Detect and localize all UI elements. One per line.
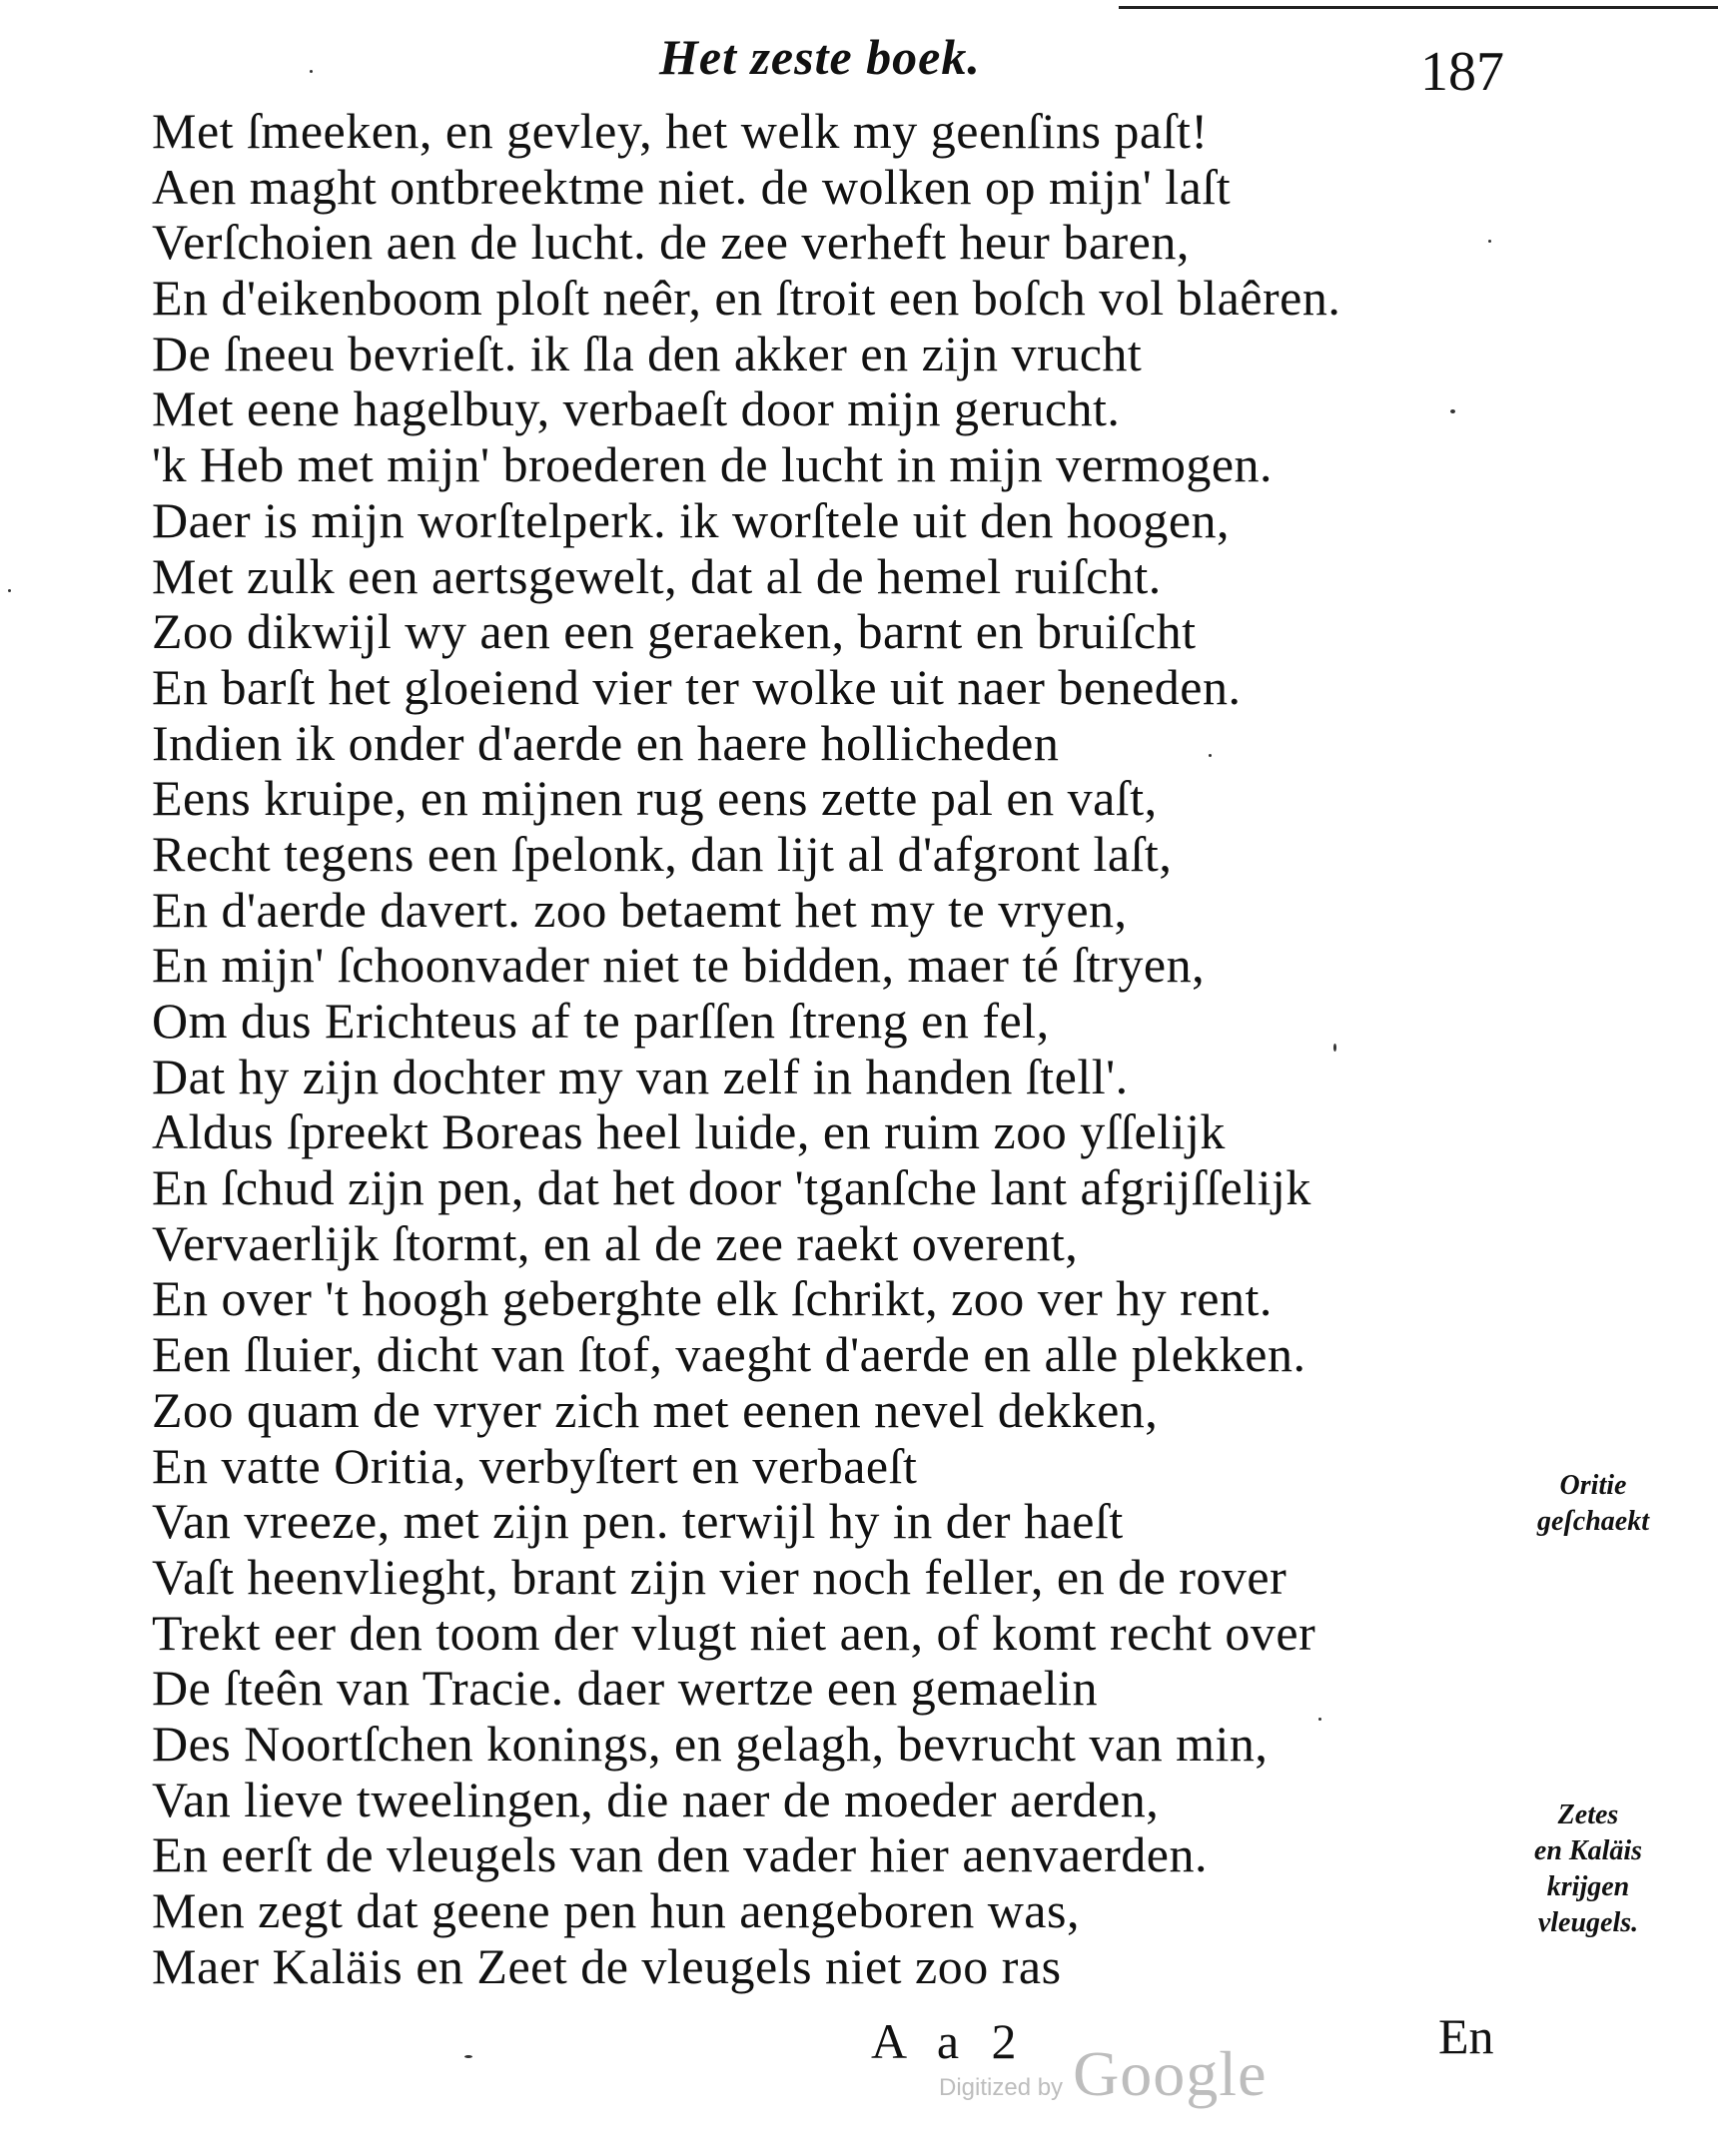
verse-line: Dat hy zijn dochter my van zelf in handen ſtell'. xyxy=(152,1048,1129,1104)
margin-note-line: krijgen xyxy=(1546,1871,1630,1902)
page-number: 187 xyxy=(1420,41,1504,103)
catchword: En xyxy=(1438,2008,1494,2064)
verse-line: Met ſmeeken, en gevley, het welk my geenſins paſt! xyxy=(152,103,1209,159)
verse-line: Indien ik onder d'aerde en haere hollicheden xyxy=(152,714,1060,771)
margin-note-line: vleugels. xyxy=(1537,1907,1639,1938)
verse-line: Des Noortſchen konings, en gelagh, bevrucht van min, xyxy=(152,1715,1269,1772)
verse-line: Van lieve tweelingen, die naer de moeder aerden, xyxy=(152,1771,1160,1827)
verse-line: En over 't hoogh geberghte elk ſchrikt, zoo ver hy rent. xyxy=(152,1270,1273,1327)
verse-line: Om dus Erichteus af te parſſen ſtreng en fel, xyxy=(152,993,1050,1049)
verse-line: Van vreeze, met zijn pen. terwijl hy in der haeſt xyxy=(152,1493,1124,1550)
verse-line: De ſneeu bevrieſt. ik ſla den akker en zijn vrucht xyxy=(152,325,1143,381)
verse-line: Vaſt heenvlieght, brant zijn vier noch feller, en de rover xyxy=(152,1548,1288,1605)
watermark-prefix: Digitized by xyxy=(939,2074,1064,2101)
margin-note-zetes xyxy=(1503,1797,1673,1941)
poem-text xyxy=(152,104,1530,1994)
signature-mark: A a 2 xyxy=(871,2013,1027,2069)
verse-line: Met eene hagelbuy, verbaeſt door mijn gerucht. xyxy=(152,380,1121,437)
verse-line: En d'eikenboom ploſt neêr, en ſtroit een boſch vol blaêren. xyxy=(152,270,1341,327)
verse-line: Zoo quam de vryer zich met eenen nevel dekken, xyxy=(152,1381,1159,1438)
verse-line: Zoo dikwijl wy aen een geraeken, barnt en bruiſcht xyxy=(152,603,1197,660)
verse-line: Daer is mijn worſtelperk. ik worſtele uit den hoogen, xyxy=(152,491,1231,548)
ink-speck xyxy=(8,589,11,592)
margin-note-line: Oritie xyxy=(1559,1470,1627,1501)
verse-line: En barſt het gloeiend vier ter wolke uit naer beneden. xyxy=(152,658,1242,715)
verse-line: Verſchoien aen de lucht. de zee verheft heur baren, xyxy=(152,214,1190,271)
margin-note-line: en Kaläis xyxy=(1533,1835,1643,1866)
ink-speck xyxy=(1488,240,1491,243)
verse-line: Maer Kaläis en Zeet de vleugels niet zoo ras xyxy=(152,1937,1062,1994)
verse-line: Recht tegens een ſpelonk, dan lijt al d'afgront laſt, xyxy=(152,825,1173,882)
verse-line: En vatte Oritia, verbyſtert en verbaeſt xyxy=(152,1437,918,1494)
top-edge-mark xyxy=(1119,0,1718,9)
verse-line: Een ſluier, dicht van ſtof, vaeght d'aerde en alle plekken. xyxy=(152,1326,1306,1383)
verse-line: De ſteên van Tracie. daer wertze een gemaelin xyxy=(152,1660,1099,1717)
margin-note-line: Zetes xyxy=(1557,1799,1619,1830)
ink-speck xyxy=(464,2055,472,2058)
margin-note-oritie xyxy=(1508,1468,1678,1540)
verse-line: En d'aerde davert. zoo betaemt het my te vryen, xyxy=(152,881,1128,938)
verse-line: Aen maght ontbreektme niet. de wolken op mijn' laſt xyxy=(152,158,1232,215)
verse-line: En mijn' ſchoonvader niet te bidden, maer té ſtryen, xyxy=(152,937,1206,994)
verse-line: Aldus ſpreekt Boreas heel luide, en ruim zoo yſſelijk xyxy=(152,1103,1226,1160)
verse-line: Men zegt dat geene pen hun aengeboren was, xyxy=(152,1882,1080,1938)
margin-note-line: geſchaekt xyxy=(1537,1506,1649,1537)
verse-line: Met zulk een aertsgewelt, dat al de hemel ruiſcht. xyxy=(152,547,1162,604)
verse-line: En ſchud zijn pen, dat het door 'tganſche lant afgrijſſelijk xyxy=(152,1159,1311,1216)
verse-line: Vervaerlijk ſtormt, en al de zee raekt overent, xyxy=(152,1214,1079,1271)
ink-speck xyxy=(310,70,313,73)
ink-speck xyxy=(1209,754,1212,757)
verse-line: Trekt eer den toom der vlugt niet aen, of komt recht over xyxy=(152,1604,1316,1661)
running-title: Het zeste boek. xyxy=(659,29,981,85)
verse-line: Eens kruipe, en mijnen rug eens zette pal en vaſt, xyxy=(152,770,1158,827)
ink-speck xyxy=(1450,409,1455,413)
verse-line: En eerſt de vleugels van den vader hier aenvaerden. xyxy=(152,1826,1208,1883)
verse-line: 'k Heb met mijn' broederen de lucht in mijn vermogen. xyxy=(152,436,1274,493)
watermark-logo: Google xyxy=(1073,2038,1268,2109)
ink-speck xyxy=(1318,1718,1321,1721)
digitized-watermark xyxy=(939,2037,1267,2111)
ink-speck xyxy=(1333,1044,1336,1052)
